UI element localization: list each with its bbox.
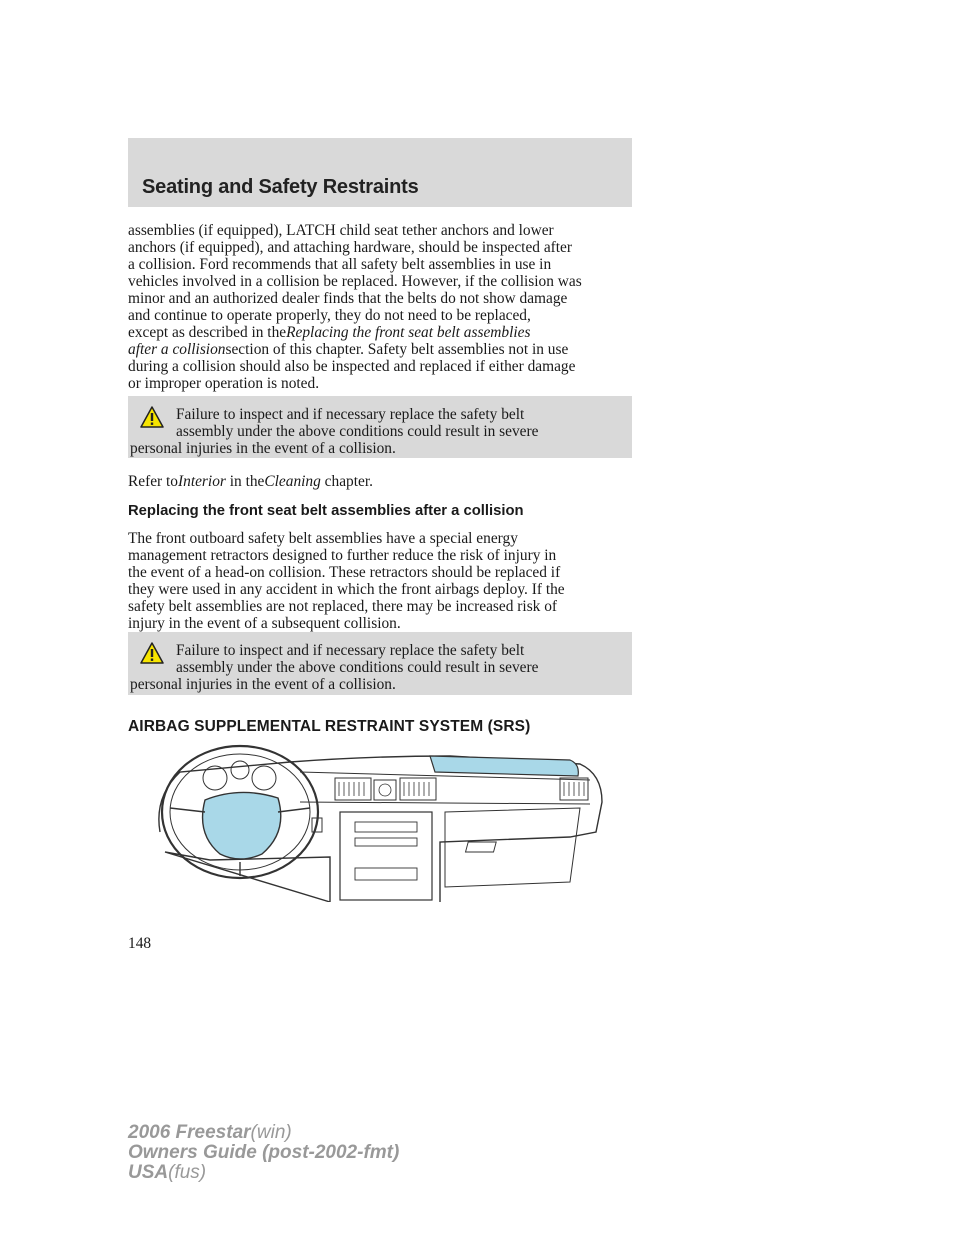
warning-text: Failure to inspect and if necessary replace the safety belt assembly under the above conditions could result in severe personal injuries in the event of a collision.: [130, 642, 539, 693]
refer-paragraph: Refer toInterior in theCleaning chapter.: [128, 473, 373, 490]
page-number: 148: [128, 935, 152, 952]
document-footer: 2006 Freestar(win) Owners Guide (post-2002-fmt) USA(fus): [128, 1122, 400, 1183]
warning-box: [128, 396, 632, 458]
dashboard-airbag-illustration: [150, 742, 610, 902]
intro-paragraph: assemblies (if equipped), LATCH child seat tether anchors and lower anchors (if equipped), and attaching hardware, should be inspected after a collision. Ford recommends that all safety belt assemblies in use in vehicles involved in a collision be replaced. However, if the collision was minor and an authorized dealer finds that the belts do not show damage and continue to operate properly, they do not need to be replaced, except as described in theReplacing the front seat belt assemblies after a collisionsection of this chapter. Safety belt assemblies not in use during a collision should also be inspected and replaced if either damage or improper operation is noted.: [128, 222, 582, 392]
section-subheading: Replacing the front seat belt assemblies after a collision: [128, 503, 524, 519]
chapter-header: [128, 138, 632, 207]
warning-text: Failure to inspect and if necessary replace the safety belt assembly under the above conditions could result in severe personal injuries in the event of a collision.: [130, 406, 539, 457]
section-heading: AIRBAG SUPPLEMENTAL RESTRAINT SYSTEM (SRS): [128, 718, 531, 735]
replacing-paragraph: The front outboard safety belt assemblies have a special energy management retractors designed to further reduce the risk of injury in the event of a head-on collision. These retractors should be replaced if they were used in any accident in which the front airbags deploy. If the safety belt assemblies are not replaced, there may be increased risk of injury in the event of a subsequent collision.: [128, 530, 565, 632]
chapter-title: Seating and Safety Restraints: [142, 176, 419, 198]
cross-reference: Interior: [178, 473, 226, 490]
warning-box: [128, 632, 632, 695]
cross-reference: after a collision: [128, 341, 226, 358]
cross-reference: Cleaning: [264, 473, 321, 490]
cross-reference: Replacing the front seat belt assemblies: [286, 324, 531, 341]
